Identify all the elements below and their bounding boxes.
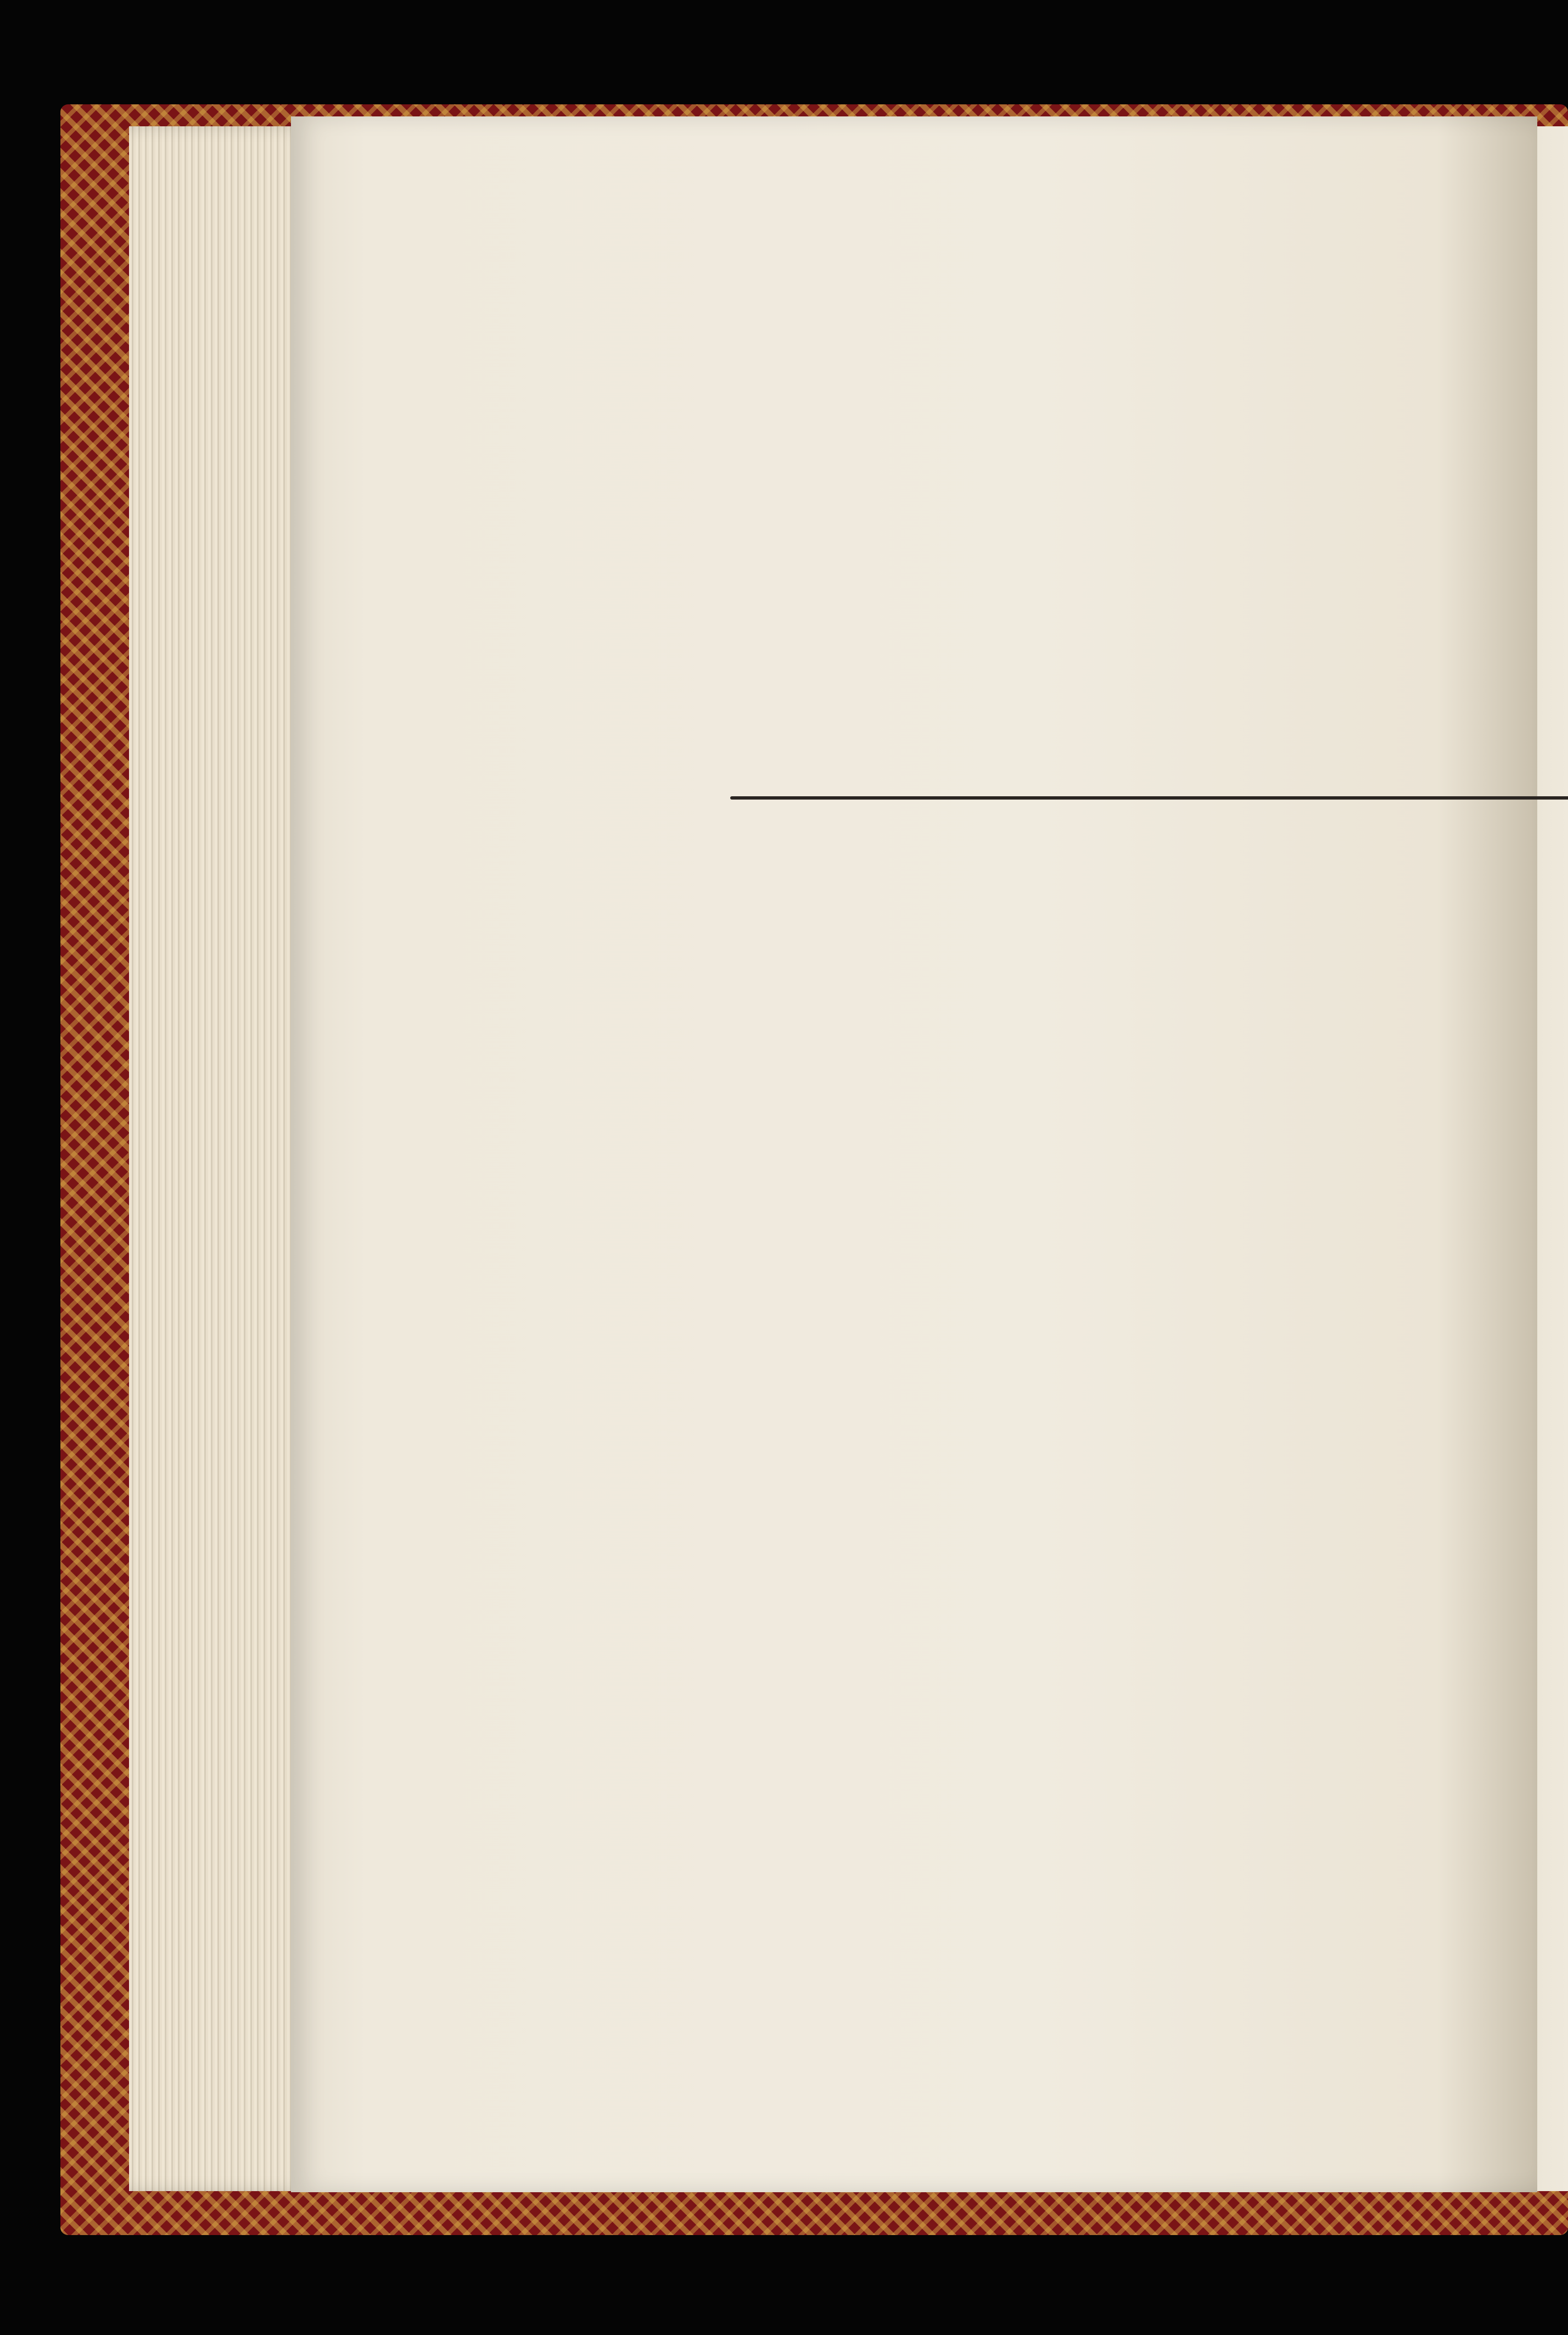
section-divider-rule xyxy=(730,796,1568,800)
book-page xyxy=(291,116,1537,2192)
page-edges xyxy=(129,126,310,2191)
